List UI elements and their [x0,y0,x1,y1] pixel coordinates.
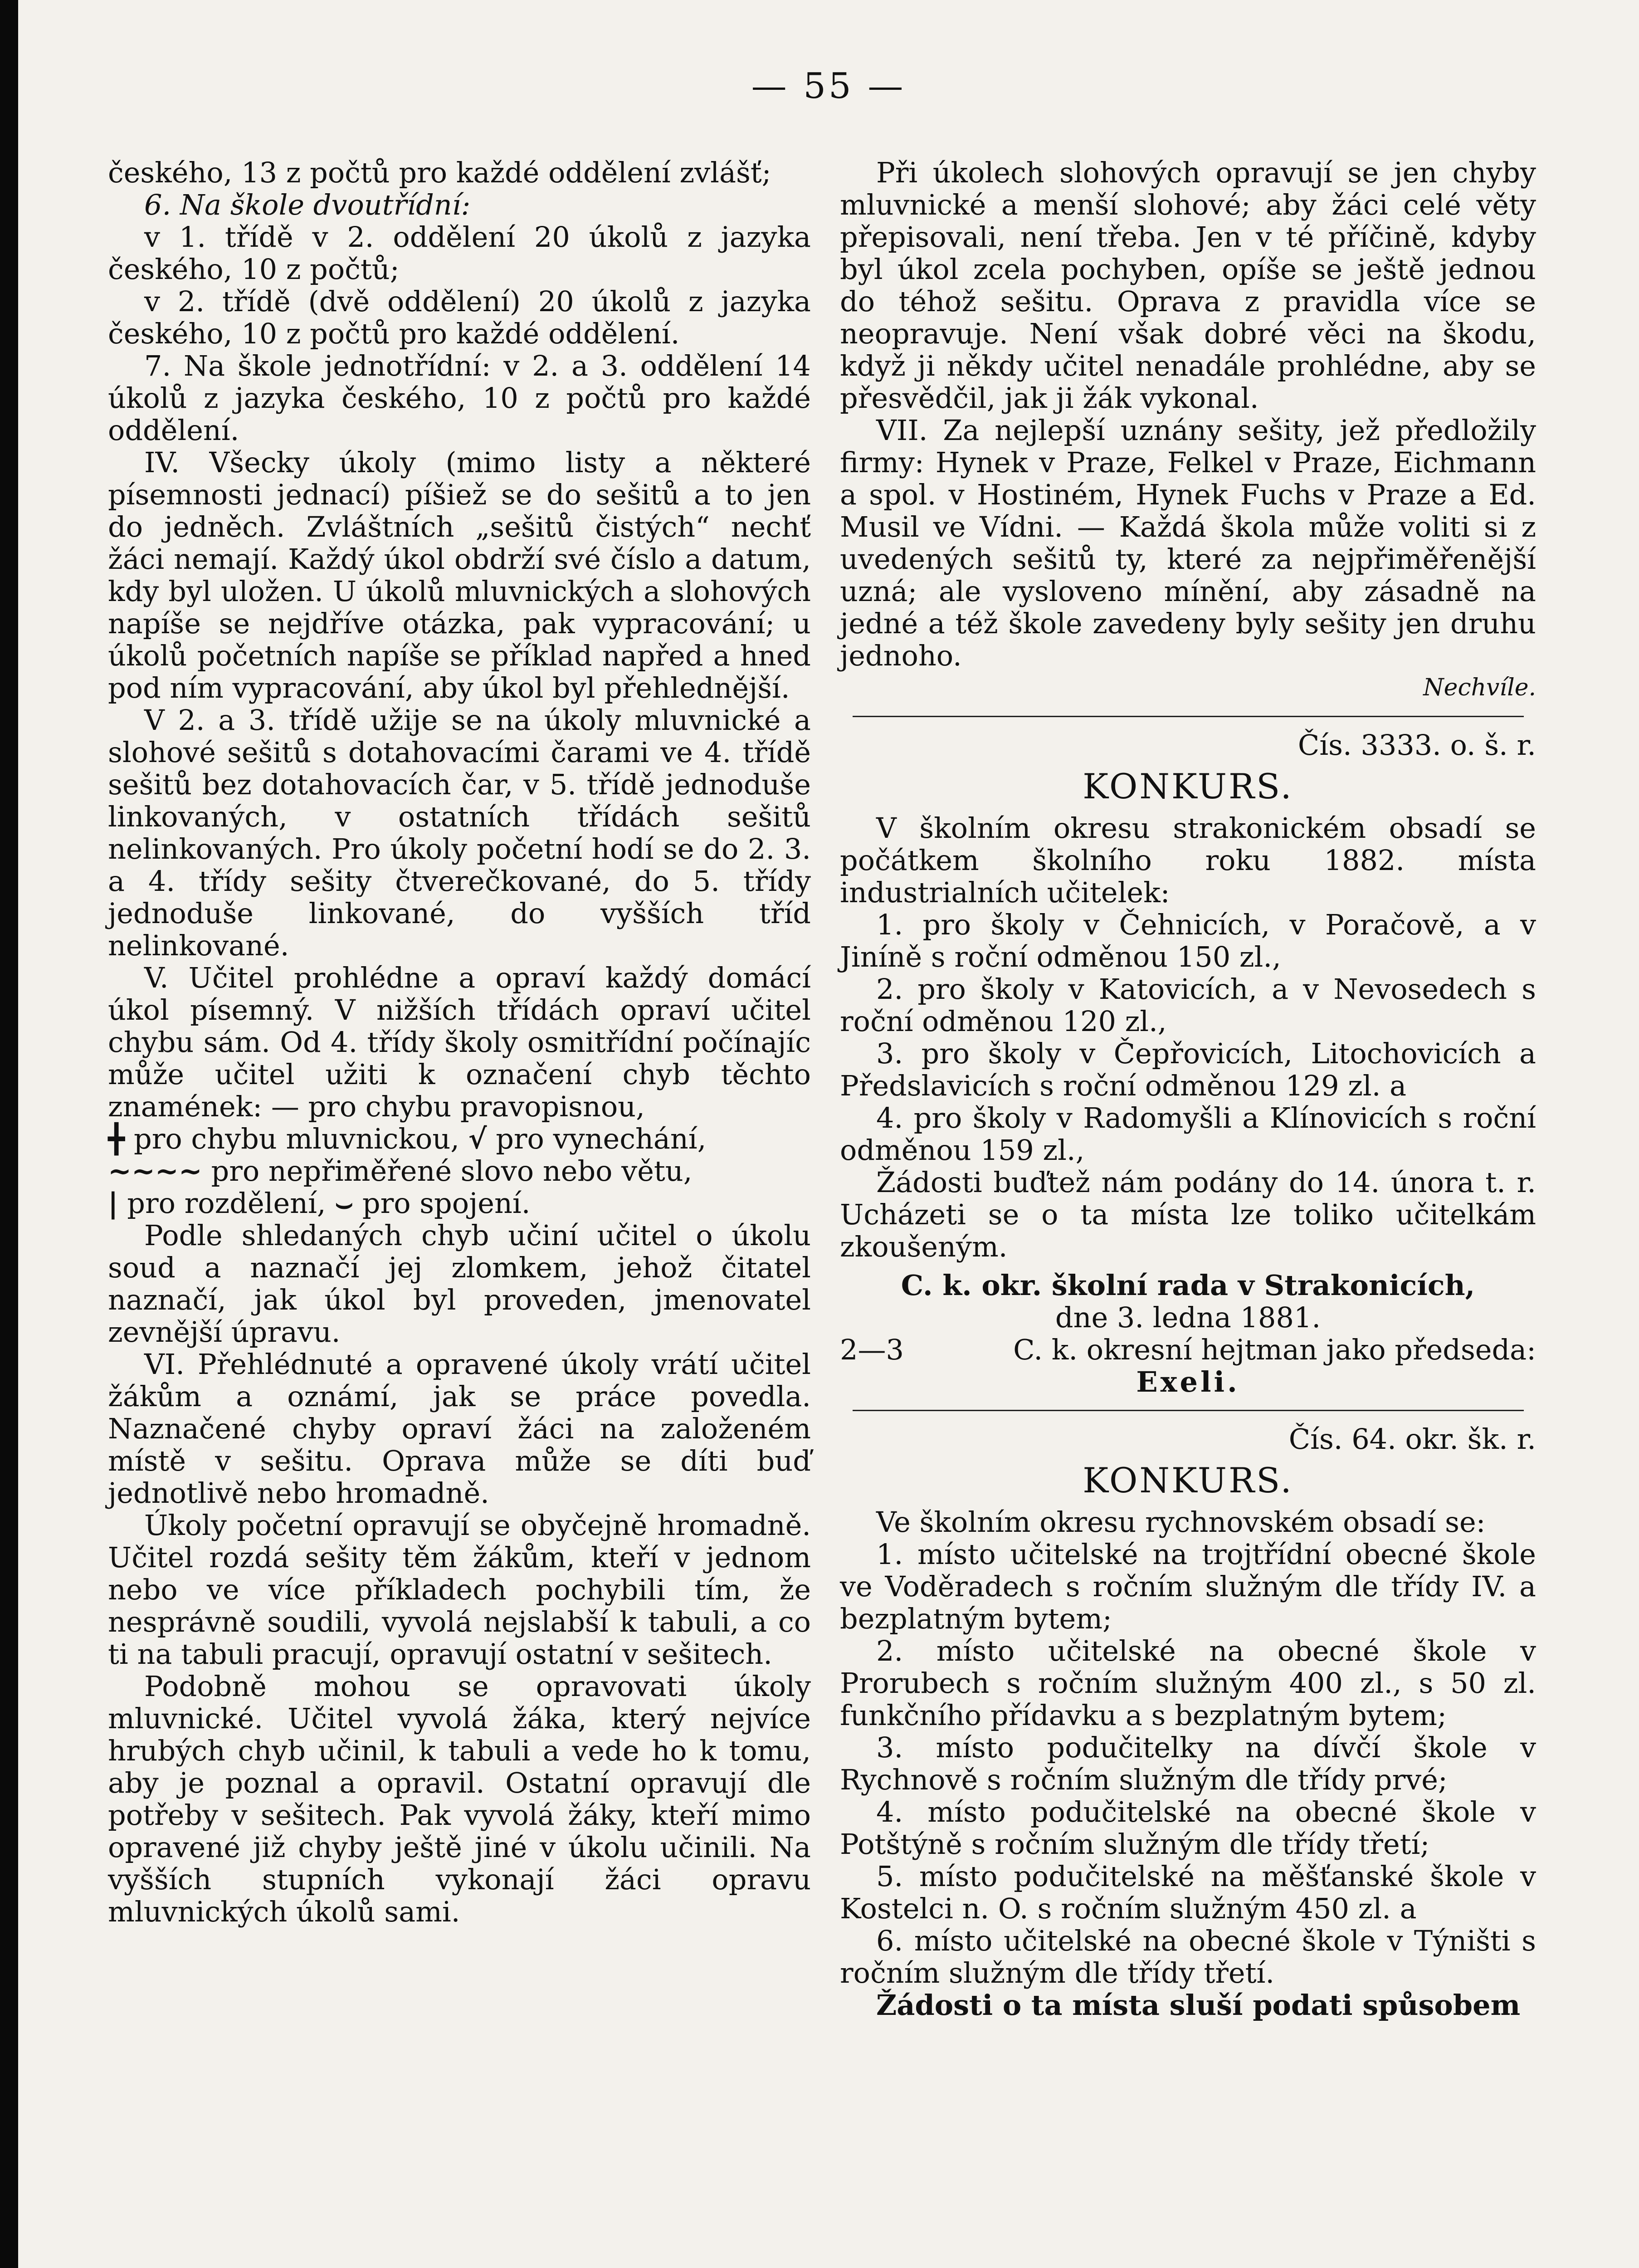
page [18,0,1639,2268]
cross-mark-icon: ╋ [108,1122,125,1155]
page-number: — 55 — [751,66,906,107]
paragraph: českého, 13 z počtů pro každé oddělení zvlášť; [108,156,771,189]
concourse-number: Čís. 3333. o. š. r. [1298,728,1536,762]
divider [853,1410,1524,1411]
concourse-intro: V školním okresu strakonickém obsadí se počátkem školního roku 1882. místa industrialních učitelek: [840,811,1536,909]
list-item: 6. místo učitelské na obecné škole v Týništi s ročním služným dle třídy třetí. [840,1924,1536,1989]
left-column [108,156,811,1928]
list-item: 2. pro školy v Katovicích, a v Nevosedech s roční odměnou 120 zl., [840,973,1536,1038]
paragraph: v 1. třídě v 2. oddělení 20 úkolů z jazyka českého, 10 z počtů; [108,220,811,286]
paragraph: Úkoly početní opravují se obyčejně hromadně. Učitel rozdá sešity těm žákům, kteří v jednom nebo ve více příkladech pochybili tím, že nesprávně soudili, vyvolá nejslabší k tabuli, a co ti na tabuli pracují, opravují ostatní v sešitech. [108,1509,811,1671]
paragraph: Podle shledaných chyb učiní učitel o úkolu soud a naznačí jej zlomkem, jehož čitatel naznačí, jak úkol byl proveden, jmenovatel zevnější úpravu. [108,1219,811,1349]
mark-label: pro vynechání, [496,1122,707,1155]
list-item: 4. pro školy v Radomyšli a Klínovicích s roční odměnou 159 zl., [840,1101,1536,1167]
paragraph: V. Učitel prohlédne a opraví každý domácí úkol písemný. V nižších třídách opraví učitel chybu sám. Od 4. třídy školy osmitřídní počínajíc může učitel užiti k označení chyb těchto znamének: — pro chybu pravopisnou, [108,961,811,1123]
mark-label: pro chybu mluvnickou, [134,1122,460,1155]
concourse-title: KONKURS. [1083,766,1293,807]
reference-number: 2—3 [840,1333,904,1366]
paragraph: IV. Všecky úkoly (mimo listy a některé písemnosti jednací) píšiež se do sešitů a to jen do jedněch. Zvláštních „sešitů čistých“ nechť žáci nemají. Každý úkol obdrží své číslo a datum, kdy byl uložen. U úkolů mluvnických a slohových napíše se nejdříve otázka, pak vypracování; u úkolů početních napíše se příklad napřed a hned pod ním vypracování, aby úkol byl přehlednější. [108,446,811,704]
council-name: C. k. okr. školní rada v Strakonicích, [901,1269,1475,1302]
mark-label: pro spojení. [362,1187,531,1220]
signatory-name: Exeli. [1136,1365,1240,1398]
wave-mark-icon: ~~~~ [108,1154,202,1188]
paragraph: Žádosti o ta místa sluší podati spůsobem [876,1989,1521,2022]
bar-mark-icon: | [108,1187,118,1220]
paragraph: VII. Za nejlepší uznány sešity, jež předložily firmy: Hynek v Praze, Felkel v Praze, Eichmann a spol. v Hostiném, Hynek Fuchs v Praze a Ed. Musil ve Vídni. — Každá škola může voliti si z uvedených sešitů ty, které za nejpřiměřenější uzná; ale vysloveno mínění, aby zásadně na jedné a též škole zavedeny byly sešity jen druhu jednoho. [840,414,1536,672]
correction-marks [108,1123,811,1155]
mark-label: pro rozdělení, [127,1187,326,1220]
list-item: 5. místo podučitelské na měšťanské škole v Kostelci n. O. s ročním služným 450 zl. a [840,1860,1536,1925]
section-heading: 6. Na škole dvoutřídní: [144,188,471,221]
issue-date: dne 3. ledna 1881. [1055,1301,1321,1334]
paragraph: 7. Na škole jednotřídní: v 2. a 3. oddělení 14 úkolů z jazyka českého, 10 z počtů pro každé oddělení. [108,349,811,447]
list-item: 3. pro školy v Čepřovicích, Litochovicích a Předslavicích s roční odměnou 129 zl. a [840,1037,1536,1102]
list-item: 4. místo podučitelské na obecné škole v Potštýně s ročním služným dle třídy třetí; [840,1795,1536,1861]
paragraph: v 2. třídě (dvě oddělení) 20 úkolů z jazyka českého, 10 z počtů pro každé oddělení. [108,285,811,350]
right-column [840,156,1536,2021]
correction-marks [108,1187,811,1219]
arc-mark-icon: ⌣ [335,1187,354,1220]
list-item: 1. místo učitelské na trojtřídní obecné škole ve Voděradech s ročním služným dle třídy IV. a bezplatným bytem; [840,1538,1536,1635]
list-item: 3. místo podučitelky na dívčí škole v Rychnově s ročním služným dle třídy prvé; [840,1731,1536,1796]
caret-mark-icon: √ [468,1122,487,1155]
concourse-title: KONKURS. [1083,1460,1293,1501]
paragraph: Podobně mohou se opravovati úkoly mluvnické. Učitel vyvolá žáka, který nejvíce hrubých chyb učinil, k tabuli a vede ho k tomu, aby je poznal a opravil. Ostatní opravují dle potřeby v sešitech. Pak vyvolá žáky, kteří mimo opravené již chyby ještě jiné v úkolu učinili. Na vyšších stupních vykonají žáci opravu mluvnických úkolů sami. [108,1670,811,1928]
paragraph: Při úkolech slohových opravují se jen chyby mluvnické a menší slohové; aby žáci celé věty přepisovali, není třeba. Jen v té příčině, kdyby byl úkol zcela pochyben, opíše se ještě jednou do téhož sešitu. Oprava z pravidla více se neopravuje. Není však dobré věci na škodu, když ji někdy učitel nenadále prohlédne, aby se přesvědčil, jak ji žák vykonal. [840,156,1536,415]
list-item: 2. místo učitelské na obecné škole v Prorubech s ročním služným 400 zl., s 50 zl. funkčního přídavku a s bezplatným bytem; [840,1634,1536,1732]
mark-label: pro nepřiměřené slovo nebo větu, [211,1154,693,1188]
concourse-number: Čís. 64. okr. šk. r. [1288,1422,1536,1456]
paragraph: V 2. a 3. třídě užije se na úkoly mluvnické a slohové sešitů s dotahovacími čarami ve 4. třídě sešitů bez dotahovacích čar, v 5. třídě jednoduše linkovaných, v ostatních třídách sešitů nelinkovaných. Pro úkoly početní hodí se do 2. 3. a 4. třídy sešity čtverečkované, do 5. třídy jednoduše linkované, do vyšších tříd nelinkované. [108,704,811,962]
concourse-outro: Žádosti buďtež nám podány do 14. února t. r. Ucházeti se o ta místa lze toliko učitelkám zkoušeným. [840,1166,1536,1263]
correction-marks [108,1155,811,1187]
chair-title: C. k. okresní hejtman jako předseda: [1013,1333,1536,1366]
divider [853,716,1524,717]
signature-row [840,1334,1536,1366]
concourse-intro: Ve školním okresu rychnovském obsadí se: [876,1505,1486,1539]
paragraph: VI. Přehlédnuté a opravené úkoly vrátí učitel žákům a oznámí, jak se práce povedla. Naznačené chyby opraví žáci na založeném místě v sešitu. Oprava může se díti buď jednotlivě nebo hromadně. [108,1348,811,1510]
list-item: 1. pro školy v Čehnicích, v Poračově, a v Jiníně s roční odměnou 150 zl., [840,908,1536,973]
author-signature: Nechvíle. [1423,674,1536,701]
